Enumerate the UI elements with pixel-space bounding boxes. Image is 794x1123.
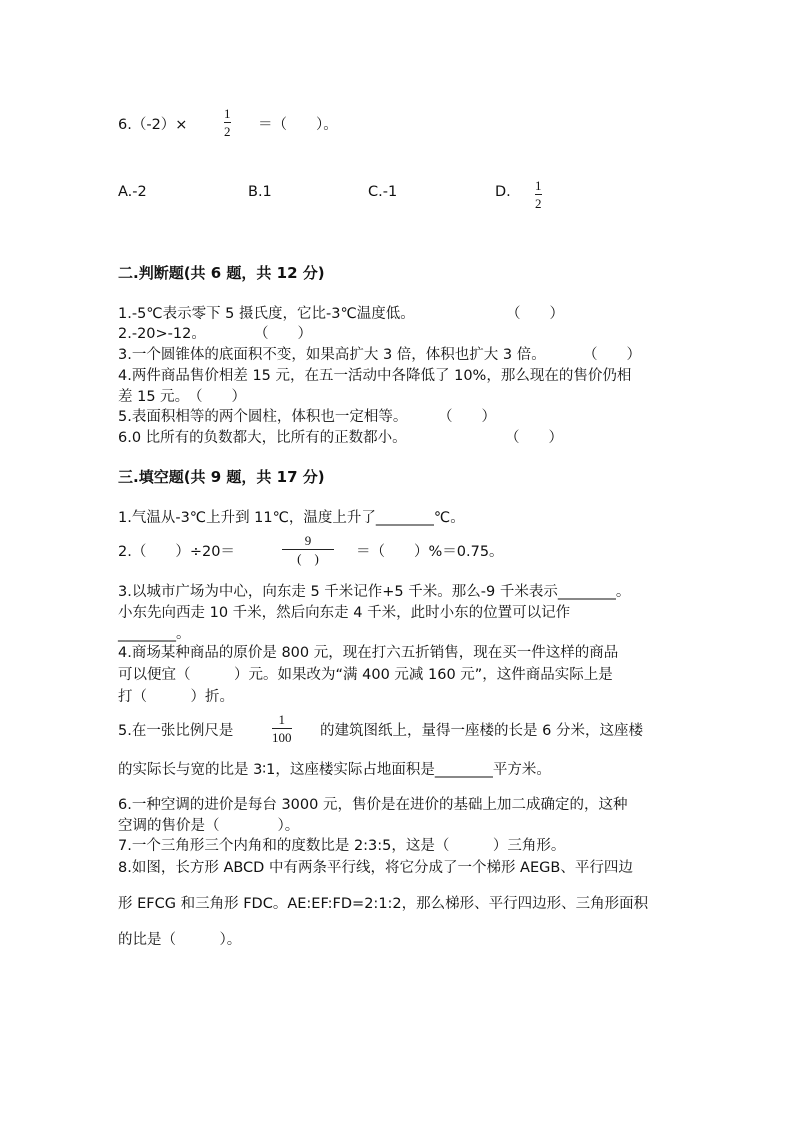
- fill-q5-line2: 的实际长与宽的比是 3∶1，这座楼实际占地面积是________平方米。: [118, 762, 551, 778]
- tf-item-4-paren[interactable]: （ ）: [188, 389, 246, 405]
- tf-item-4-text: 4.两件商品售价相差 15 元，在五一活动中各降低了 10%，那么现在的售价仍相: [118, 368, 632, 384]
- tf-item-3-text: 3.一个圆锥体的底面积不变，如果高扩大 3 倍，体积也扩大 3 倍。: [118, 347, 546, 363]
- tf-item-5-paren[interactable]: （ ）: [438, 409, 496, 425]
- fill-q5-denominator: 100: [272, 730, 292, 745]
- fill-q8-line2: 形 EFCG 和三角形 FDC。AE:EF:FD=2:1:2，那么梯形、平行四边形、三角形面积: [118, 896, 649, 912]
- q6-prefix: 6.（-2）×: [118, 117, 188, 133]
- fill-q5-numerator: 1: [278, 712, 285, 727]
- tf-item-1-text: 1.-5℃表示零下 5 摄氏度，它比-3℃温度低。: [118, 306, 415, 322]
- fill-q6-line2: 空调的售价是（ ）。: [118, 818, 300, 834]
- fill-q5-fraction: [272, 712, 292, 745]
- tf-item-2-paren[interactable]: （ ）: [254, 326, 312, 342]
- q6-option-d-numerator: 1: [535, 178, 542, 193]
- q6-option-d-label[interactable]: D.: [495, 184, 511, 200]
- q6-option-d-fraction: [535, 178, 542, 211]
- fill-q8-line1: 8.如图，长方形 ABCD 中有两条平行线，将它分成了一个梯形 AEGB、平行四边: [118, 860, 633, 876]
- tf-item-4-text-line2: 差 15 元。: [118, 389, 190, 405]
- fill-q4-line1: 4.商场某种商品的原价是 800 元，现在打六五折销售，现在买一件这样的商品: [118, 645, 619, 661]
- tf-item-3-paren[interactable]: （ ）: [583, 347, 641, 363]
- q6-option-a[interactable]: A.-2: [118, 184, 147, 200]
- fill-q4-line2: 可以便宜（ ）元。如果改为“满 400 元减 160 元”，这件商品实际上是: [118, 667, 613, 683]
- q6-frac-numerator: 1: [224, 106, 231, 121]
- q6-fraction: [224, 106, 231, 139]
- tf-item-5-text: 5.表面积相等的两个圆柱，体积也一定相等。: [118, 409, 408, 425]
- fill-q2-fraction: [282, 533, 334, 566]
- fill-q3-line3: ________。: [118, 626, 191, 642]
- fill-q8-line3: 的比是（ ）。: [118, 932, 242, 948]
- fill-q5-suffix: 的建筑图纸上，量得一座楼的长是 6 分米，这座楼: [320, 723, 643, 739]
- q6-suffix: ＝（ ）。: [258, 117, 338, 133]
- fill-q7: 7.一个三角形三个内角和的度数比是 2:3:5，这是（ ）三角形。: [118, 838, 566, 854]
- q6-frac-denominator: 2: [224, 124, 231, 139]
- q6-option-d-bar: [535, 194, 542, 195]
- tf-item-6-paren[interactable]: （ ）: [505, 430, 563, 446]
- fill-q2-numerator: 9: [304, 533, 312, 548]
- fill-q3-line2: 小东先向西走 10 千米，然后向东走 4 千米，此时小东的位置可以记作: [118, 605, 571, 621]
- fill-q2-prefix: 2.（ ）÷20＝: [118, 544, 235, 560]
- fill-q2-bar: [282, 549, 334, 550]
- tf-item-2-text: 2.-20>-12。: [118, 326, 206, 342]
- section3-title: 三.填空题(共 9 题，共 17 分): [118, 468, 325, 486]
- fill-q5-bar: [272, 728, 292, 729]
- fill-q3-line1: 3.以城市广场为中心，向东走 5 千米记作+5 千米。那么-9 千米表示________。: [118, 584, 631, 600]
- fill-q1: 1.气温从-3℃上升到 11℃，温度上升了________℃。: [118, 510, 465, 526]
- q6-option-d-denominator: 2: [535, 196, 542, 211]
- q6-frac-bar: [224, 122, 231, 123]
- q6-option-c[interactable]: C.-1: [368, 184, 398, 200]
- fill-q6-line1: 6.一种空调的进价是每台 3000 元，售价是在进价的基础上加二成确定的，这种: [118, 797, 628, 813]
- fill-q5-prefix: 5.在一张比例尺是: [118, 723, 234, 739]
- q6-option-b[interactable]: B.1: [248, 184, 272, 200]
- section2-title: 二.判断题(共 6 题，共 12 分): [118, 264, 325, 282]
- fill-q2-denominator: ( ): [297, 551, 319, 566]
- tf-item-1-paren[interactable]: （ ）: [506, 306, 564, 322]
- tf-item-6-text: 6.0 比所有的负数都大，比所有的正数都小。: [118, 430, 407, 446]
- fill-q4-line3: 打（ ）折。: [118, 689, 234, 705]
- fill-q2-suffix: ＝（ ）%＝0.75。: [356, 544, 504, 560]
